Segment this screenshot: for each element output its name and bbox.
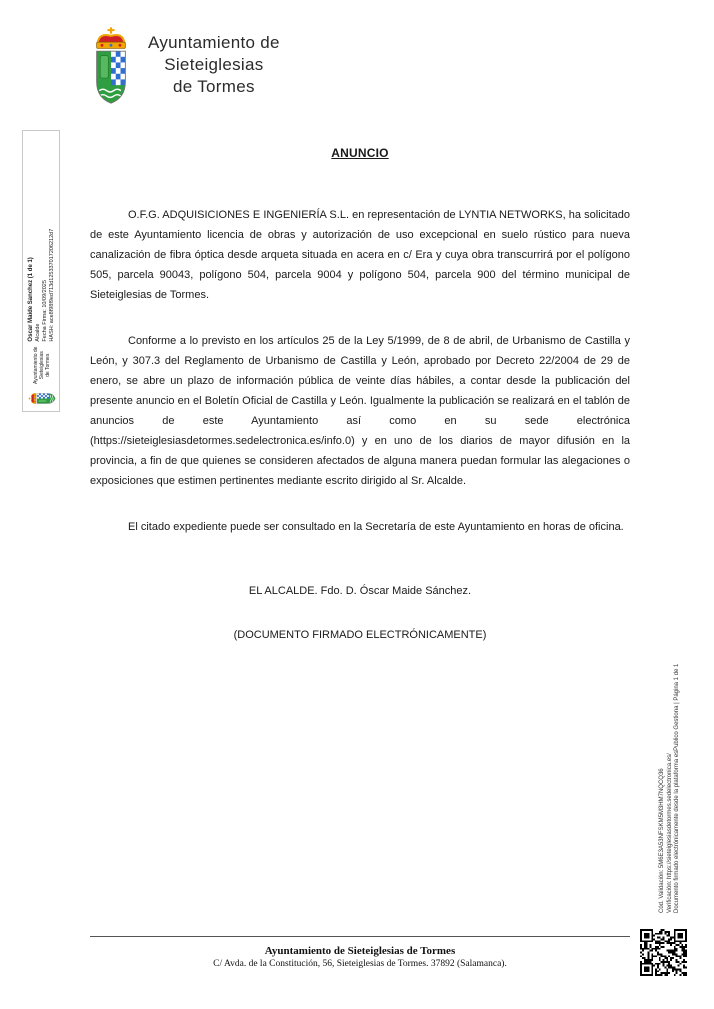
signature-strip-org [33,347,51,384]
document-title: ANUNCIO [331,146,389,160]
paragraph-2: Conforme a lo previsto en los artículos 25 de la Ley 5/1999, de 8 de abril, de Urbanismo de Castilla y León, y 307.3 del Reglamento de Urbanismo de Castilla y León, aprobado por Decreto 22/2004 de 29 de enero, se abre un plazo de información pública de veinte días hábiles, a contar desde la publicación del presente anuncio en el Boletín Oficial de Castilla y León. Igualmente la publicación se realizará en el tablón de anuncios de este Ayuntamiento así como en su sede electrónica (https://sieteiglesiasdetormes.sedelectronica.es/info.0) y en uno de los diarios de mayor difusión en la provincia, a fin de que quienes se consideren afectados de alguna manera puedan formular las alegaciones o exposiciones que estimen pertinentes mediante escrito dirigido al Sr. Alcalde. [90,335,630,487]
header [84,26,280,105]
qr-code [640,929,687,976]
footer-address: C/ Avda. de la Constitución, 56, Sieteiglesias de Tormes. 37892 (Salamanca). [213,959,507,969]
signature-date: Fecha Firma: 10/09/2025 [42,280,48,342]
electronic-signature-note: (DOCUMENTO FIRMADO ELECTRÓNICAMENTE) [233,629,487,641]
org-name [148,32,280,98]
org-name-line2: Sieteiglesias [164,55,264,74]
sig-org-line2: Sieteiglesias [39,351,45,380]
sig-org-line1: Ayuntamiento de [33,346,39,384]
signer-role: Alcalde [35,323,41,342]
validation-code: Cód. Validación: 5M6E3A53NFSKM5M3HM7NQCQ36 [659,768,665,913]
verification-url: Verificación: https://sieteiglesiasdetormes.sedelectronica.es/ [666,753,673,913]
signer-name: Oscar Maide Sanchez (1 de 1) [28,257,34,342]
platform-note: Documento firmado electrónicamente desde la plataforma esPublico Gestiona | Página 1 de 1 [674,663,680,913]
sig-org-line3: de Tormes [45,353,51,377]
coat-of-arms-icon [84,26,138,105]
paragraph-1: O.F.G. ADQUISICIONES E INGENIERÍA S.L. en representación de LYNTIA NETWORKS, ha solicitado de este Ayuntamiento licencia de obras y autorización de uso excepcional en suelo rústico para nueva canalización de fibra óptica desde arqueta situada en acera en c/ Era y cuya obra transcurrirá por el polígono 505, parcela 90043, polígono 504, parcela 9004 y polígono 504, parcela 900 del término municipal de Sieteiglesias de Tormes. [90,209,630,301]
footer [90,936,630,971]
org-name-line3: de Tormes [173,77,255,96]
paragraph-3: El citado expediente puede ser consultado en la Secretaría de este Ayuntamiento en horas de oficina. [128,521,624,533]
footer-org: Ayuntamiento de Sieteiglesias de Tormes [264,945,456,957]
document-body [90,146,630,645]
validation-margin [659,627,683,913]
signature-strip-content [23,131,61,413]
org-name-line1: Ayuntamiento de [148,33,280,52]
signature-strip [22,130,60,412]
coat-of-arms-small-icon [28,389,56,408]
signature-hash: HASH: ace8f98f9ed713d125337017206212d7 [49,228,55,342]
signature-details [28,229,56,342]
mayor-signature-line: EL ALCALDE. Fdo. D. Óscar Maide Sánchez. [248,585,472,597]
